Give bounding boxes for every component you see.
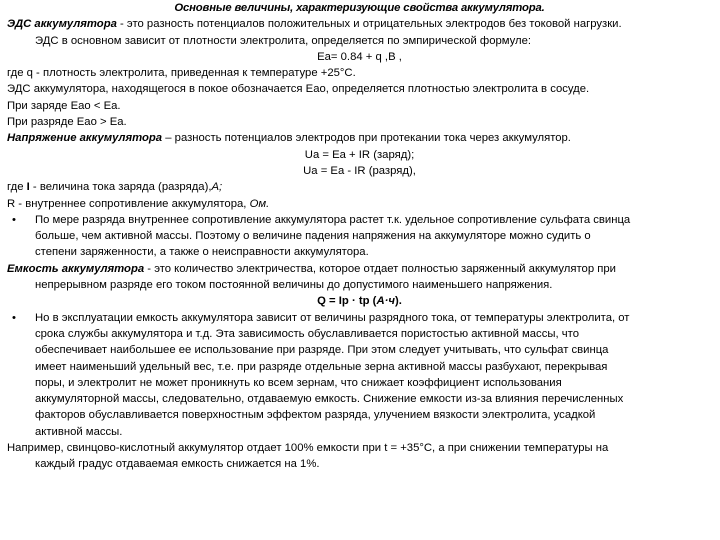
capacity-formula-end: ). <box>394 295 402 308</box>
emf-definition-line <box>7 16 712 32</box>
capacity-definition-text: - это количество электричества, которое отдает полностью заряженный аккумулятор при <box>144 262 616 275</box>
capacity-term: Емкость аккумулятора <box>7 262 145 275</box>
emf-formula: Ea= 0.84 + q ,B , <box>317 50 402 63</box>
bullet-marker: • <box>12 213 16 226</box>
resistance-bullet-line-2: больше, чем активной массы. Поэтому о величине падения напряжения на аккумуляторе можно судить о <box>35 230 591 243</box>
capacity-bullet-line-2: срока службы аккумулятора и т.д. Эта зависимость обуславливается пористостью активной массы, что <box>35 327 579 340</box>
voltage-definition-line <box>7 130 712 146</box>
current-symbol: I <box>26 181 30 194</box>
resistance-bullet-line-3: степени заряженности, а также о неисправности аккумулятора. <box>35 246 369 259</box>
document-title: Основные величины, характеризующие свойства аккумулятора. <box>174 2 545 14</box>
capacity-bullet-line-8: активной массы. <box>35 425 123 438</box>
capacity-formula <box>7 293 712 309</box>
discharge-condition-line: При разряде Eao > Ea. <box>7 116 127 129</box>
voltage-charge-formula: Ua = Ea + IR (заряд); <box>304 148 415 161</box>
capacity-bullet-line-4: имеет наименьший удельный вес, т.е. при разряде отдельные зерна активной массы разбухают, перекрывая <box>35 360 608 373</box>
voltage-discharge-formula: Ua = Ea - IR (разряд), <box>303 164 416 177</box>
charge-condition-line: При заряде Eao < Ea. <box>7 99 121 112</box>
rest-emf-line: ЭДС аккумулятора, находящегося в покое обозначается Eao, определяется плотностью электролита в сосуде. <box>7 83 590 96</box>
where-i-text: - величина тока заряда (разряда), <box>29 181 212 194</box>
example-line-2: каждый градус отдаваемая емкость снижается на 1%. <box>35 458 320 471</box>
where-q-line: где q - плотность электролита, приведенная к температуре +25°С. <box>7 67 356 80</box>
capacity-bullet-line-6: аккумуляторной массы, следовательно, отдаваемую емкость. Снижение емкости из-за влияния перечисленных <box>35 393 624 406</box>
where-r-text: R - внутреннее сопротивление аккумулятора, <box>7 197 250 210</box>
capacity-definition-line-2: непрерывном разряде его током постоянной величины до допустимого наименьшего напряжения. <box>35 279 553 292</box>
voltage-definition-text: – разность потенциалов электродов при протекании тока через аккумулятор. <box>162 132 571 145</box>
capacity-bullet-line-7: факторов обуславливается поверхностным эффектом разряда, улучением вязкости электролита, усадкой <box>35 409 596 422</box>
where-i-line <box>7 179 712 195</box>
emf-definition-text: - это разность потенциалов положительных и отрицательных электродов без токовой нагрузки. <box>116 18 622 31</box>
capacity-bullet-line-1 <box>7 310 712 326</box>
capacity-bullet-text-1: Но в эксплуатации емкость аккумулятора зависит от величины разрядного тока, от температуры электролита, от <box>35 311 630 324</box>
capacity-definition-line <box>7 261 712 277</box>
emf-density-line: ЭДС в основном зависит от плотности электролита, определяется по эмпирической формуле: <box>35 34 532 47</box>
capacity-formula-unit: А·ч <box>376 295 395 308</box>
bullet-marker: • <box>12 311 16 324</box>
resistance-unit: Ом. <box>249 197 270 210</box>
emf-term: ЭДС аккумулятора <box>7 18 117 31</box>
example-line-1: Например, свинцово-кислотный аккумулятор отдает 100% емкости при t = +35°С, а при снижении температуры на <box>7 442 609 455</box>
current-unit: А; <box>211 181 223 194</box>
capacity-formula-expr: Q = Ip · tp ( <box>317 295 377 308</box>
resistance-bullet-line-1 <box>7 212 712 228</box>
where-i-prefix: где <box>7 181 27 194</box>
capacity-bullet-line-3: обеспечивает наибольшее ее использование при разряде. При этом следует учитывать, что сульфат свинца <box>35 344 609 357</box>
resistance-bullet-text-1: По мере разряда внутреннее сопротивление аккумулятора растет т.к. удельное сопротивление сульфата свинца <box>35 213 631 226</box>
voltage-term: Напряжение аккумулятора <box>7 132 163 145</box>
where-r-line <box>7 196 712 212</box>
capacity-bullet-line-5: поры, и электролит не может проникнуть ко всем зернам, что снижает коэффициент использования <box>35 376 562 389</box>
